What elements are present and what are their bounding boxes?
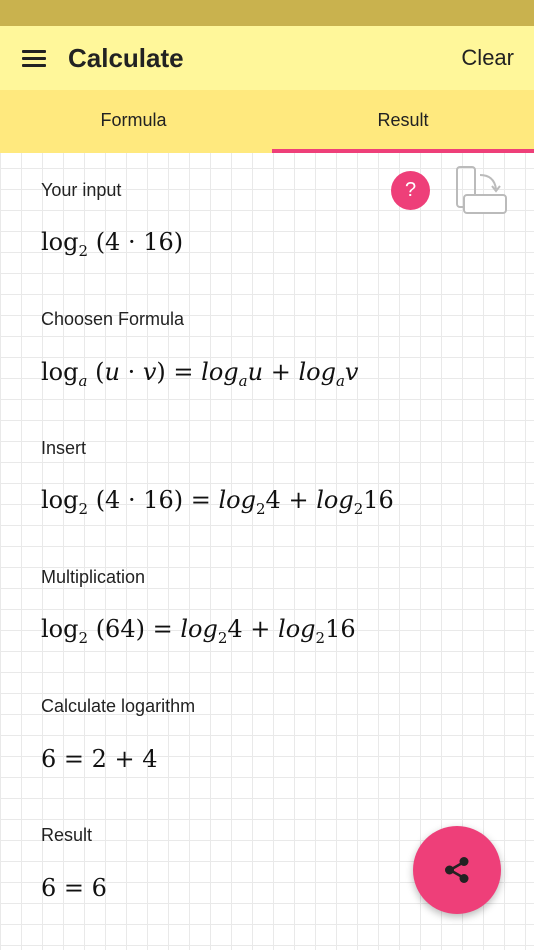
tab-result[interactable]: Result	[377, 110, 429, 130]
clear-button[interactable]: Clear	[461, 45, 514, 70]
rotate-screen-icon[interactable]	[452, 163, 512, 219]
help-icon: ?	[404, 179, 417, 201]
math-your-input: $\log_2 (4 \cdot 16)$	[41, 228, 184, 260]
step-label-chosen-formula: Choosen Formula	[41, 309, 185, 329]
tab-formula[interactable]: Formula	[100, 110, 167, 130]
math-insert: $\log_2 (4 \cdot 16) = \log_24 + \log_216$	[41, 486, 394, 518]
step-label-your-input: Your input	[41, 180, 122, 200]
share-button[interactable]	[413, 826, 501, 914]
status-bar	[0, 0, 534, 26]
math-chosen-formula: $\log_a (u \cdot v) = \log_au + \log_av$	[41, 358, 359, 390]
share-icon	[442, 855, 472, 885]
step-label-calculate-logarithm: Calculate logarithm	[41, 696, 196, 716]
math-calculate-logarithm: 6 = 2 + 4	[41, 745, 158, 773]
tab-bar	[0, 90, 534, 153]
step-label-insert: Insert	[41, 438, 87, 458]
step-label-multiplication: Multiplication	[41, 567, 146, 587]
tab-indicator	[272, 149, 534, 153]
page-title: Calculate	[68, 43, 184, 73]
math-multiplication: $\log_2 (64) = \log_24 + \log_216$	[41, 615, 356, 647]
help-button[interactable]	[391, 171, 430, 210]
step-label-result: Result	[41, 825, 93, 845]
math-result: 6 = 6	[41, 874, 107, 902]
menu-icon[interactable]	[14, 40, 54, 76]
app-bar	[0, 26, 534, 90]
